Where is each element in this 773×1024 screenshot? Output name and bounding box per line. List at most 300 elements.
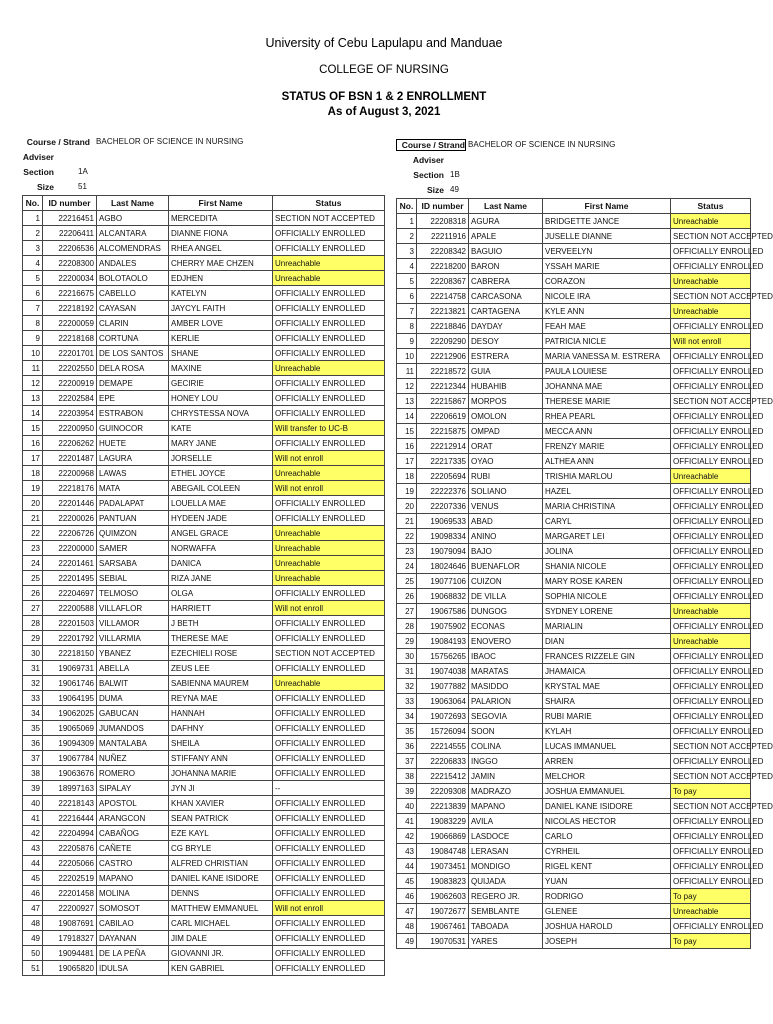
table-row bbox=[397, 334, 751, 349]
student-id: 22200927 bbox=[43, 901, 97, 916]
student-id: 22204697 bbox=[43, 586, 97, 601]
table-row bbox=[23, 691, 385, 706]
table-row bbox=[23, 541, 385, 556]
table-row bbox=[397, 754, 751, 769]
enrollment-status: SECTION NOT ACCEPTED bbox=[671, 289, 751, 304]
document-title: STATUS OF BSN 1 & 2 ENROLLMENT bbox=[281, 91, 487, 103]
table-row bbox=[397, 589, 751, 604]
row-number: 13 bbox=[23, 391, 43, 406]
last-name: EPE bbox=[97, 391, 169, 406]
col-last-name-header: Last Name bbox=[97, 196, 169, 211]
last-name: LERASAN bbox=[469, 844, 543, 859]
row-number: 4 bbox=[23, 256, 43, 271]
student-id: 19064195 bbox=[43, 691, 97, 706]
table-row bbox=[397, 439, 751, 454]
first-name: FRANCES RIZZELE GIN bbox=[543, 649, 671, 664]
table-row bbox=[397, 739, 751, 754]
col-no-header: No. bbox=[23, 196, 43, 211]
table-row bbox=[23, 481, 385, 496]
first-name: CARLO bbox=[543, 829, 671, 844]
last-name: CARTAGENA bbox=[469, 304, 543, 319]
row-number: 2 bbox=[23, 226, 43, 241]
first-name: KERLIE bbox=[169, 331, 273, 346]
last-name: CLARIN bbox=[97, 316, 169, 331]
first-name: SHANIA NICOLE bbox=[543, 559, 671, 574]
table-row bbox=[397, 424, 751, 439]
row-number: 43 bbox=[23, 841, 43, 856]
last-name: BOLOTAOLO bbox=[97, 271, 169, 286]
last-name: GUINOCOR bbox=[97, 421, 169, 436]
row-number: 3 bbox=[23, 241, 43, 256]
first-name: DENNS bbox=[169, 886, 273, 901]
student-id: 22205876 bbox=[43, 841, 97, 856]
first-name: NICOLAS HECTOR bbox=[543, 814, 671, 829]
enrollment-status: OFFICIALLY ENROLLED bbox=[273, 331, 385, 346]
table-row bbox=[397, 364, 751, 379]
first-name: SHAIRA bbox=[543, 694, 671, 709]
size-label: Size bbox=[36, 181, 54, 192]
enrollment-status: OFFICIALLY ENROLLED bbox=[273, 736, 385, 751]
student-id: 19073451 bbox=[417, 859, 469, 874]
student-id: 22215867 bbox=[417, 394, 469, 409]
first-name: MARIA CHRISTINA bbox=[543, 499, 671, 514]
student-id: 17918327 bbox=[43, 931, 97, 946]
course-value: BACHELOR OF SCIENCE IN NURSING bbox=[96, 137, 244, 146]
enrollment-status: OFFICIALLY ENROLLED bbox=[273, 766, 385, 781]
first-name: KYLAH bbox=[543, 724, 671, 739]
size-value: 49 bbox=[450, 185, 460, 194]
student-id: 22201458 bbox=[43, 886, 97, 901]
table-row bbox=[397, 484, 751, 499]
first-name: JOSHUA EMMANUEL bbox=[543, 784, 671, 799]
first-name: HONEY LOU bbox=[169, 391, 273, 406]
table-row bbox=[397, 919, 751, 934]
student-id: 19084748 bbox=[417, 844, 469, 859]
enrollment-status: OFFICIALLY ENROLLED bbox=[273, 406, 385, 421]
last-name: ROMERO bbox=[97, 766, 169, 781]
student-id: 22222376 bbox=[417, 484, 469, 499]
table-row bbox=[397, 724, 751, 739]
first-name: ALFRED CHRISTIAN bbox=[169, 856, 273, 871]
row-number: 15 bbox=[397, 424, 417, 439]
first-name: JOSEPH bbox=[543, 934, 671, 949]
last-name: YARES bbox=[469, 934, 543, 949]
row-number: 13 bbox=[397, 394, 417, 409]
table-row bbox=[397, 229, 751, 244]
student-id: 19094309 bbox=[43, 736, 97, 751]
section-value: 1B bbox=[450, 170, 460, 179]
row-number: 31 bbox=[397, 664, 417, 679]
course-value: BACHELOR OF SCIENCE IN NURSING bbox=[468, 140, 616, 149]
student-id: 22205694 bbox=[417, 469, 469, 484]
student-id: 19077882 bbox=[417, 679, 469, 694]
table-row bbox=[397, 709, 751, 724]
first-name: SOPHIA NICOLE bbox=[543, 589, 671, 604]
table-header-row bbox=[397, 199, 751, 214]
first-name: MARY JANE bbox=[169, 436, 273, 451]
student-id: 22216451 bbox=[43, 211, 97, 226]
table-row bbox=[397, 604, 751, 619]
row-number: 8 bbox=[23, 316, 43, 331]
enrollment-status: OFFICIALLY ENROLLED bbox=[671, 874, 751, 889]
table-row bbox=[397, 319, 751, 334]
student-id: 22205066 bbox=[43, 856, 97, 871]
enrollment-status: Unreachable bbox=[273, 256, 385, 271]
table-row bbox=[397, 274, 751, 289]
student-id: 22208318 bbox=[417, 214, 469, 229]
row-number: 16 bbox=[397, 439, 417, 454]
first-name: MARGARET LEI bbox=[543, 529, 671, 544]
enrollment-status: Will not enroll bbox=[273, 481, 385, 496]
last-name: HUETE bbox=[97, 436, 169, 451]
student-id: 22213839 bbox=[417, 799, 469, 814]
enrollment-status: OFFICIALLY ENROLLED bbox=[671, 529, 751, 544]
first-name: NICOLE IRA bbox=[543, 289, 671, 304]
student-id: 22218192 bbox=[43, 301, 97, 316]
last-name: ABELLA bbox=[97, 661, 169, 676]
row-number: 45 bbox=[397, 874, 417, 889]
table-row bbox=[397, 649, 751, 664]
enrollment-status: OFFICIALLY ENROLLED bbox=[671, 919, 751, 934]
first-name: JOHANNA MAE bbox=[543, 379, 671, 394]
table-header-row bbox=[23, 196, 385, 211]
enrollment-status: Unreachable bbox=[273, 466, 385, 481]
enrollment-status: OFFICIALLY ENROLLED bbox=[273, 316, 385, 331]
student-id: 22204994 bbox=[43, 826, 97, 841]
table-row bbox=[23, 211, 385, 226]
last-name: MARATAS bbox=[469, 664, 543, 679]
enrollment-status: OFFICIALLY ENROLLED bbox=[671, 709, 751, 724]
table-row bbox=[397, 844, 751, 859]
student-id: 22206833 bbox=[417, 754, 469, 769]
first-name: HYDEEN JADE bbox=[169, 511, 273, 526]
first-name: THERESE MAE bbox=[169, 631, 273, 646]
first-name: FEAH MAE bbox=[543, 319, 671, 334]
enrollment-status: Unreachable bbox=[273, 556, 385, 571]
table-row bbox=[397, 544, 751, 559]
table-row bbox=[397, 769, 751, 784]
last-name: DUNGOG bbox=[469, 604, 543, 619]
first-name: THERESE MARIE bbox=[543, 394, 671, 409]
student-id: 19067784 bbox=[43, 751, 97, 766]
student-id: 22209308 bbox=[417, 784, 469, 799]
last-name: LASDOCE bbox=[469, 829, 543, 844]
enrollment-status: OFFICIALLY ENROLLED bbox=[273, 586, 385, 601]
table-row bbox=[397, 619, 751, 634]
enrollment-status: SECTION NOT ACCEPTED bbox=[671, 394, 751, 409]
enrollment-status: OFFICIALLY ENROLLED bbox=[671, 559, 751, 574]
row-number: 14 bbox=[23, 406, 43, 421]
enrollment-status: OFFICIALLY ENROLLED bbox=[273, 496, 385, 511]
student-id: 22212344 bbox=[417, 379, 469, 394]
first-name: RHEA PEARL bbox=[543, 409, 671, 424]
table-row bbox=[397, 244, 751, 259]
last-name: DUMA bbox=[97, 691, 169, 706]
last-name: MAPANO bbox=[469, 799, 543, 814]
student-id: 22200588 bbox=[43, 601, 97, 616]
row-number: 33 bbox=[397, 694, 417, 709]
first-name: JORSELLE bbox=[169, 451, 273, 466]
table-row bbox=[23, 676, 385, 691]
last-name: CABAÑOG bbox=[97, 826, 169, 841]
student-id: 19084193 bbox=[417, 634, 469, 649]
table-row bbox=[23, 376, 385, 391]
last-name: ESTRERA bbox=[469, 349, 543, 364]
enrollment-status: OFFICIALLY ENROLLED bbox=[273, 226, 385, 241]
table-body bbox=[23, 211, 385, 976]
enrollment-status: Unreachable bbox=[273, 526, 385, 541]
row-number: 17 bbox=[397, 454, 417, 469]
first-name: GIOVANNI JR. bbox=[169, 946, 273, 961]
enrollment-status: OFFICIALLY ENROLLED bbox=[671, 844, 751, 859]
last-name: YBANEZ bbox=[97, 646, 169, 661]
enrollment-status: To pay bbox=[671, 784, 751, 799]
row-number: 24 bbox=[23, 556, 43, 571]
section-label: Section bbox=[413, 169, 444, 180]
student-id: 22201701 bbox=[43, 346, 97, 361]
last-name: QUIMZON bbox=[97, 526, 169, 541]
enrollment-status: OFFICIALLY ENROLLED bbox=[671, 649, 751, 664]
enrollment-status: To pay bbox=[671, 889, 751, 904]
enrollment-status: Will not enroll bbox=[671, 334, 751, 349]
last-name: JAMIN bbox=[469, 769, 543, 784]
last-name: VILLAFLOR bbox=[97, 601, 169, 616]
row-number: 26 bbox=[23, 586, 43, 601]
row-number: 32 bbox=[23, 676, 43, 691]
row-number: 44 bbox=[23, 856, 43, 871]
enrollment-status: OFFICIALLY ENROLLED bbox=[273, 286, 385, 301]
row-number: 27 bbox=[397, 604, 417, 619]
student-id: 19079094 bbox=[417, 544, 469, 559]
last-name: MAPANO bbox=[97, 871, 169, 886]
enrollment-status: OFFICIALLY ENROLLED bbox=[273, 661, 385, 676]
last-name: REGERO JR. bbox=[469, 889, 543, 904]
row-number: 18 bbox=[23, 466, 43, 481]
row-number: 29 bbox=[397, 634, 417, 649]
row-number: 11 bbox=[23, 361, 43, 376]
table-row bbox=[23, 241, 385, 256]
enrollment-status: OFFICIALLY ENROLLED bbox=[273, 796, 385, 811]
table-row bbox=[23, 901, 385, 916]
student-id: 15756265 bbox=[417, 649, 469, 664]
first-name: ARREN bbox=[543, 754, 671, 769]
row-number: 25 bbox=[23, 571, 43, 586]
row-number: 30 bbox=[23, 646, 43, 661]
enrollment-status: OFFICIALLY ENROLLED bbox=[671, 484, 751, 499]
table-row bbox=[397, 214, 751, 229]
student-id: 18024646 bbox=[417, 559, 469, 574]
row-number: 32 bbox=[397, 679, 417, 694]
enrollment-status: OFFICIALLY ENROLLED bbox=[671, 829, 751, 844]
adviser-label: Adviser bbox=[22, 151, 54, 162]
first-name: KHAN XAVIER bbox=[169, 796, 273, 811]
table-row bbox=[23, 451, 385, 466]
row-number: 20 bbox=[23, 496, 43, 511]
last-name: CORTUNA bbox=[97, 331, 169, 346]
university-name: University of Cebu Lapulapu and Manduae bbox=[265, 36, 503, 50]
first-name: MAXINE bbox=[169, 361, 273, 376]
row-number: 35 bbox=[23, 721, 43, 736]
last-name: QUIJADA bbox=[469, 874, 543, 889]
first-name: NORWAFFA bbox=[169, 541, 273, 556]
table-row bbox=[23, 871, 385, 886]
table-row bbox=[397, 409, 751, 424]
last-name: VENUS bbox=[469, 499, 543, 514]
student-id: 19063064 bbox=[417, 694, 469, 709]
row-number: 38 bbox=[397, 769, 417, 784]
last-name: BALWIT bbox=[97, 676, 169, 691]
row-number: 48 bbox=[23, 916, 43, 931]
row-number: 40 bbox=[23, 796, 43, 811]
row-number: 34 bbox=[23, 706, 43, 721]
student-id: 22201792 bbox=[43, 631, 97, 646]
first-name: REYNA MAE bbox=[169, 691, 273, 706]
table-row bbox=[397, 499, 751, 514]
enrollment-status: Unreachable bbox=[273, 361, 385, 376]
enrollment-status: OFFICIALLY ENROLLED bbox=[671, 409, 751, 424]
enrollment-status: OFFICIALLY ENROLLED bbox=[671, 319, 751, 334]
table-row bbox=[23, 961, 385, 976]
course-label: Course / Strand bbox=[396, 139, 466, 151]
enrollment-status: OFFICIALLY ENROLLED bbox=[273, 346, 385, 361]
student-id: 22218143 bbox=[43, 796, 97, 811]
student-id: 22214758 bbox=[417, 289, 469, 304]
last-name: DAYANAN bbox=[97, 931, 169, 946]
row-number: 18 bbox=[397, 469, 417, 484]
last-name: CAYASAN bbox=[97, 301, 169, 316]
student-id: 22213821 bbox=[417, 304, 469, 319]
student-id: 22207336 bbox=[417, 499, 469, 514]
enrollment-status: OFFICIALLY ENROLLED bbox=[273, 856, 385, 871]
first-name: YUAN bbox=[543, 874, 671, 889]
student-id: 19067461 bbox=[417, 919, 469, 934]
student-id: 19063676 bbox=[43, 766, 97, 781]
first-name: KRYSTAL MAE bbox=[543, 679, 671, 694]
row-number: 28 bbox=[397, 619, 417, 634]
enrollment-status: OFFICIALLY ENROLLED bbox=[273, 751, 385, 766]
table-row bbox=[23, 796, 385, 811]
table-row bbox=[397, 394, 751, 409]
student-id: 19074038 bbox=[417, 664, 469, 679]
last-name: BUENAFLOR bbox=[469, 559, 543, 574]
row-number: 41 bbox=[397, 814, 417, 829]
first-name: DIANNE FIONA bbox=[169, 226, 273, 241]
row-number: 30 bbox=[397, 649, 417, 664]
student-id: 22218846 bbox=[417, 319, 469, 334]
row-number: 41 bbox=[23, 811, 43, 826]
first-name: ABEGAIL COLEEN bbox=[169, 481, 273, 496]
last-name: BAJO bbox=[469, 544, 543, 559]
student-id: 22202550 bbox=[43, 361, 97, 376]
first-name: CARL MICHAEL bbox=[169, 916, 273, 931]
student-id: 22206726 bbox=[43, 526, 97, 541]
last-name: SEBIAL bbox=[97, 571, 169, 586]
last-name: JUMANDOS bbox=[97, 721, 169, 736]
student-id: 22206536 bbox=[43, 241, 97, 256]
first-name: J BETH bbox=[169, 616, 273, 631]
col-last-name-header: Last Name bbox=[469, 199, 543, 214]
student-id: 22201503 bbox=[43, 616, 97, 631]
section-meta bbox=[22, 134, 384, 194]
last-name: MONDIGO bbox=[469, 859, 543, 874]
first-name: DANIEL KANE ISIDORE bbox=[169, 871, 273, 886]
student-id: 19077106 bbox=[417, 574, 469, 589]
table-row bbox=[397, 814, 751, 829]
enrollment-status: SECTION NOT ACCEPTED bbox=[671, 229, 751, 244]
first-name: JHAMAICA bbox=[543, 664, 671, 679]
enrollment-status: SECTION NOT ACCEPTED bbox=[273, 211, 385, 226]
row-number: 39 bbox=[23, 781, 43, 796]
student-id: 22216444 bbox=[43, 811, 97, 826]
row-number: 19 bbox=[397, 484, 417, 499]
student-id: 22208300 bbox=[43, 256, 97, 271]
last-name: DELA ROSA bbox=[97, 361, 169, 376]
student-id: 22206619 bbox=[417, 409, 469, 424]
row-number: 29 bbox=[23, 631, 43, 646]
first-name: RODRIGO bbox=[543, 889, 671, 904]
student-id: 18997163 bbox=[43, 781, 97, 796]
last-name: CARCASONA bbox=[469, 289, 543, 304]
enrollment-status: OFFICIALLY ENROLLED bbox=[671, 259, 751, 274]
last-name: CASTRO bbox=[97, 856, 169, 871]
enrollment-status: OFFICIALLY ENROLLED bbox=[273, 511, 385, 526]
col-no-header: No. bbox=[397, 199, 417, 214]
enrollment-status: OFFICIALLY ENROLLED bbox=[671, 499, 751, 514]
last-name: ANINO bbox=[469, 529, 543, 544]
table-row bbox=[23, 511, 385, 526]
first-name: SEAN PATRICK bbox=[169, 811, 273, 826]
last-name: GABUCAN bbox=[97, 706, 169, 721]
first-name: SYDNEY LORENE bbox=[543, 604, 671, 619]
first-name: HAZEL bbox=[543, 484, 671, 499]
row-number: 25 bbox=[397, 574, 417, 589]
table-row bbox=[23, 736, 385, 751]
first-name: JOSHUA HAROLD bbox=[543, 919, 671, 934]
last-name: LAWAS bbox=[97, 466, 169, 481]
enrollment-status: OFFICIALLY ENROLLED bbox=[671, 454, 751, 469]
row-number: 49 bbox=[397, 934, 417, 949]
enrollment-status: OFFICIALLY ENROLLED bbox=[671, 424, 751, 439]
table-row bbox=[397, 679, 751, 694]
enrollment-status: Unreachable bbox=[273, 676, 385, 691]
last-name: ALCANTARA bbox=[97, 226, 169, 241]
table-row bbox=[23, 886, 385, 901]
table-row bbox=[397, 784, 751, 799]
last-name: CABILAO bbox=[97, 916, 169, 931]
last-name: APOSTOL bbox=[97, 796, 169, 811]
table-row bbox=[23, 316, 385, 331]
last-name: ARANGCON bbox=[97, 811, 169, 826]
last-name: IDULSA bbox=[97, 961, 169, 976]
table-row bbox=[23, 931, 385, 946]
student-id: 19083229 bbox=[417, 814, 469, 829]
table-row bbox=[397, 289, 751, 304]
table-row bbox=[397, 304, 751, 319]
table-row bbox=[23, 391, 385, 406]
enrollment-status: OFFICIALLY ENROLLED bbox=[671, 514, 751, 529]
table-row bbox=[397, 574, 751, 589]
table-row bbox=[397, 889, 751, 904]
table-row bbox=[397, 349, 751, 364]
enrollment-status: OFFICIALLY ENROLLED bbox=[273, 721, 385, 736]
first-name: JIM DALE bbox=[169, 931, 273, 946]
table-row bbox=[23, 601, 385, 616]
row-number: 37 bbox=[23, 751, 43, 766]
row-number: 47 bbox=[397, 904, 417, 919]
last-name: IBAOC bbox=[469, 649, 543, 664]
enrollment-status: Unreachable bbox=[671, 634, 751, 649]
first-name: OLGA bbox=[169, 586, 273, 601]
